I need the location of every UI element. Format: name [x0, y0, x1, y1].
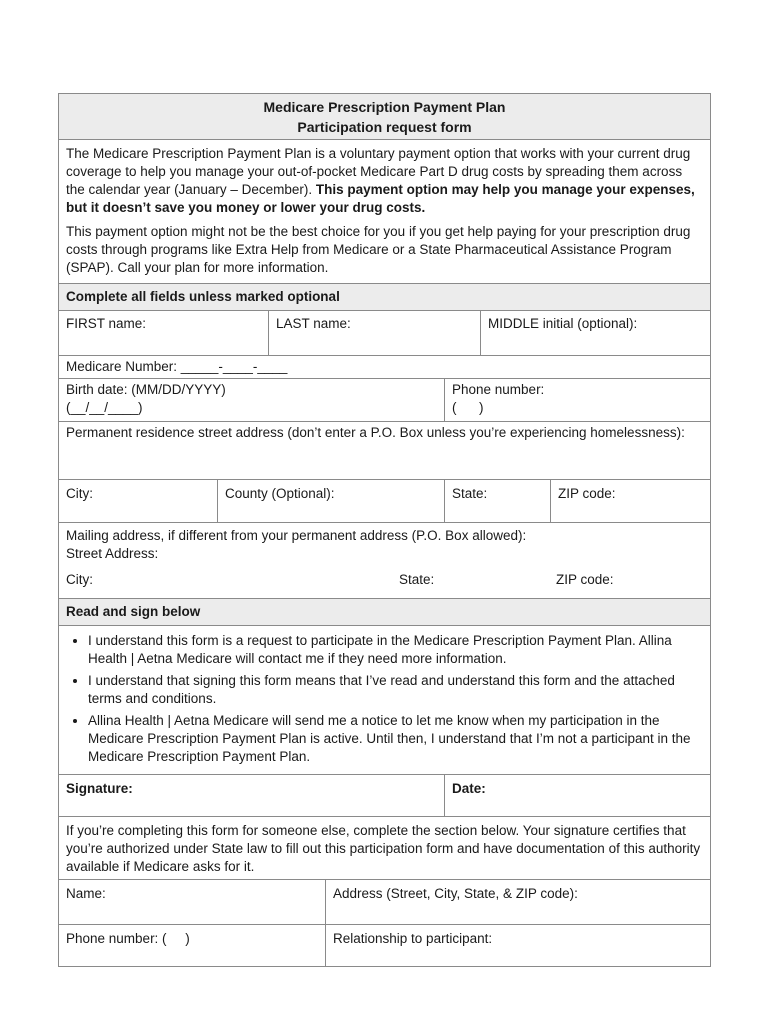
zip-field[interactable]: ZIP code:	[550, 480, 710, 522]
form-title-line1: Medicare Prescription Payment Plan	[263, 99, 506, 115]
phone-number-field[interactable]	[444, 379, 710, 421]
relationship-field[interactable]: Relationship to participant:	[325, 925, 710, 966]
name-row	[59, 310, 710, 355]
medicare-number-row	[59, 355, 710, 378]
form-title-line2: Participation request form	[297, 119, 472, 135]
sign-heading-row	[59, 598, 710, 625]
mailing-street-label: Street Address:	[66, 546, 159, 561]
acknowledgement-item: • I understand that signing this form means that I’ve read and understand this form and the attached terms and conditions.	[88, 672, 696, 708]
phone-number-label: Phone number:	[452, 382, 545, 397]
fields-heading-row	[59, 283, 710, 310]
fields-heading: Complete all fields unless marked optional	[66, 289, 340, 304]
first-name-field[interactable]: FIRST name:	[66, 316, 147, 331]
acknowledgement-item: • I understand this form is a request to participate in the Medicare Prescription Payment Plan. Allina Health | Aetna Medicare will contact me if they need more information.	[88, 632, 696, 668]
residence-address-field[interactable]: Permanent residence street address (don’t enter a P.O. Box unless you’re experiencing homelessness):	[66, 425, 685, 440]
state-field[interactable]: State:	[444, 480, 550, 522]
intro-text	[59, 140, 710, 283]
representative-name-row	[59, 879, 710, 924]
birth-phone-row	[59, 378, 710, 421]
signature-field[interactable]: Signature:	[66, 781, 133, 796]
form-title-row	[59, 94, 710, 139]
city-county-row	[59, 479, 710, 522]
intro-paragraph-2: This payment option might not be the best choice for you if you get help paying for your prescription drug costs through programs like Extra Help from Medicare or a State Pharmaceutical Assistance Program (SPAP). Call your plan for more information.	[66, 224, 691, 275]
acknowledgement-list	[66, 632, 696, 766]
intro-paragraph-1	[66, 145, 703, 217]
birth-date-label: Birth date: (MM/DD/YYYY)	[66, 382, 226, 397]
county-field[interactable]: County (Optional):	[217, 480, 444, 522]
date-field[interactable]: Date:	[444, 775, 710, 816]
mailing-address-row	[59, 522, 710, 598]
intro-p1-text: The Medicare Prescription Payment Plan is a voluntary payment option that works with your current drug coverage to help you manage your out-of-pocket Medicare Part D drug costs by spreading them across the calendar year (January – December).	[66, 146, 691, 197]
representative-intro: If you’re completing this form for someone else, complete the section below. Your signature certifies that you’re authorized under State law to fill out this participation form and have documentation of this authority available if Medicare asks for it.	[66, 823, 701, 874]
mailing-address-label: Mailing address, if different from your permanent address (P.O. Box allowed):	[66, 528, 527, 543]
mailing-state-label: State:	[399, 572, 435, 587]
medicare-number-field[interactable]: Medicare Number: _____-____-____	[66, 359, 288, 374]
form-title	[59, 94, 710, 139]
signature-row	[59, 774, 710, 816]
representative-name-field[interactable]: Name:	[66, 886, 106, 901]
mailing-address-field[interactable]	[59, 523, 710, 598]
mailing-city-line	[66, 571, 703, 589]
intro-row	[59, 139, 710, 283]
birth-date-field[interactable]	[59, 379, 444, 421]
representative-intro-row	[59, 816, 710, 879]
acknowledgement-row	[59, 625, 710, 774]
acknowledgement-list-cell	[59, 626, 710, 774]
phone-number-format: ( )	[452, 400, 484, 415]
representative-address-field[interactable]: Address (Street, City, State, & ZIP code):	[325, 880, 710, 924]
representative-phone-row	[59, 924, 710, 966]
participation-form	[58, 93, 711, 967]
acknowledgement-item: • Allina Health | Aetna Medicare will send me a notice to let me know when my participation in the Medicare Prescription Payment Plan is active. Until then, I understand that I’m not a participant in the Medicare Prescription Payment Plan.	[88, 712, 696, 766]
representative-phone-field[interactable]: Phone number: ( )	[66, 931, 190, 946]
birth-date-format: (__/__/____)	[66, 400, 143, 415]
sign-heading: Read and sign below	[66, 604, 201, 619]
city-field[interactable]: City:	[66, 486, 93, 501]
mailing-zip-label: ZIP code:	[556, 572, 614, 587]
last-name-field[interactable]: LAST name:	[268, 311, 480, 355]
intro-p1-bold: This payment option may help you manage your expenses, but it doesn’t save you money or lower your drug costs.	[66, 182, 695, 215]
residence-address-row	[59, 421, 710, 479]
middle-initial-field[interactable]: MIDDLE initial (optional):	[480, 311, 710, 355]
mailing-city-label: City:	[66, 572, 93, 587]
